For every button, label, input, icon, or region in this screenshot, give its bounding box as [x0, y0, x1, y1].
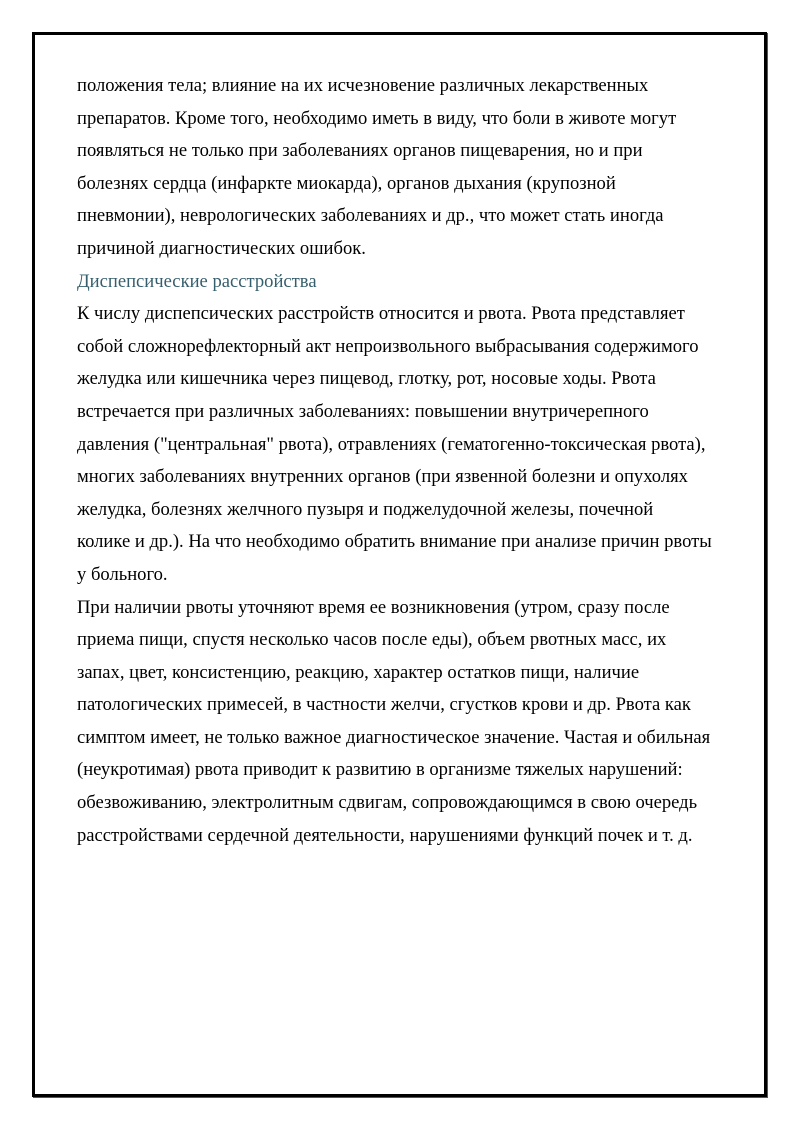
text-line: патологических примесей, в частности желчи, сгустков крови и др. Рвота как	[77, 694, 691, 716]
text-line: болезнях сердца (инфаркте миокарда), органов дыхания (крупозной	[77, 172, 616, 194]
text-line: При наличии рвоты уточняют время ее возникновения (утром, сразу после	[77, 596, 670, 618]
document-body	[77, 70, 737, 852]
text-line: положения тела; влияние на их исчезновение различных лекарственных	[77, 75, 649, 96]
paragraph-1	[77, 70, 737, 266]
text-line: колике и др.). На что необходимо обратить внимание при анализе причин рвоты	[77, 531, 712, 553]
text-line: встречается при различных заболеваниях: повышении внутричерепного	[77, 400, 649, 422]
text-line: собой сложнорефлекторный акт непроизвольного выбрасывания содержимого	[77, 335, 699, 357]
text-line: симптом имеет, не только важное диагностическое значение. Частая и обильная	[77, 726, 711, 748]
text-line: К числу диспепсических расстройств относится и рвота. Рвота представляет	[77, 303, 685, 325]
text-line: обезвоживанию, электролитным сдвигам, сопровождающимся в свою очередь	[77, 792, 698, 814]
paragraph-2	[77, 298, 737, 591]
text-line: появляться не только при заболеваниях органов пищеварения, но и при	[77, 140, 643, 162]
text-line: многих заболеваниях внутренних органов (при язвенной болезни и опухолях	[77, 466, 688, 488]
text-line: приема пищи, спустя несколько часов после еды), объем рвотных масс, их	[77, 629, 667, 651]
text-line: причиной диагностических ошибок.	[77, 237, 366, 259]
text-line: желудка или кишечника через пищевод, глотку, рот, носовые ходы. Рвота	[77, 368, 656, 390]
text-line: желудка, болезнях желчного пузыря и поджелудочной железы, почечной	[77, 498, 654, 520]
section-heading: Диспепсические расстройства	[77, 270, 317, 292]
text-line: давления ("центральная" рвота), отравлениях (гематогенно-токсическая рвота),	[77, 433, 706, 455]
text-line: запах, цвет, консистенцию, реакцию, характер остатков пищи, наличие	[77, 661, 640, 683]
text-line: препаратов. Кроме того, необходимо иметь в виду, что боли в животе могут	[77, 107, 677, 129]
paragraph-3	[77, 592, 737, 853]
text-line: пневмонии), неврологических заболеваниях и др., что может стать иногда	[77, 205, 664, 227]
text-line: (неукротимая) рвота приводит к развитию в организме тяжелых нарушений:	[77, 759, 683, 781]
text-line: у больного.	[77, 563, 168, 585]
text-line: расстройствами сердечной деятельности, нарушениями функций почек и т. д.	[77, 824, 693, 846]
